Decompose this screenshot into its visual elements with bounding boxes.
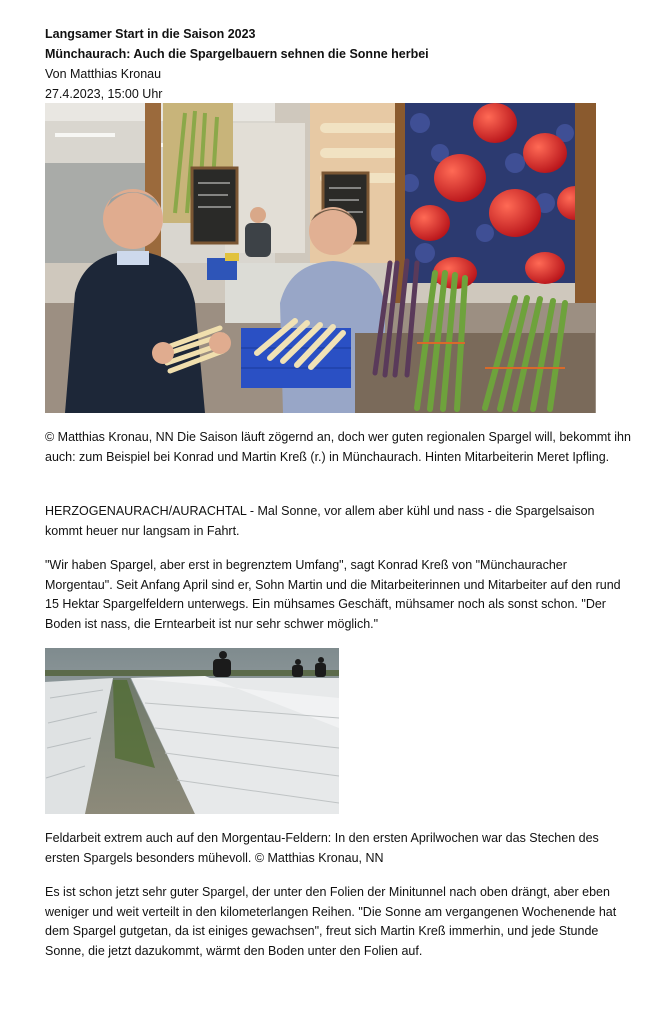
paragraph-2: "Wir haben Spargel, aber erst in begrenztem Umfang", sagt Konrad Kreß von "Münchauracher Morgentau". Seit Anfang April sind er, Sohn Martin und die Mitarbeiterinnen und Mitarbeiter auf den rund 15 Hektar Spargelfeldern unterwegs. Ein mühsames Geschäft, mühsamer noch als sonst schon. "Der Boden ist nass, die Erntearbeit ist nur sehr schwer möglich." (45, 558, 621, 631)
article-header (45, 24, 429, 104)
figure2-caption: Feldarbeit extrem auch auf den Morgentau-Feldern: In den ersten Aprilwochen war das Stechen des ersten Spargels besonders mühevoll. © Matthias Kronau, NN (45, 831, 599, 865)
flooded-field-photo (45, 648, 339, 814)
asparagus-shop-photo (45, 103, 596, 413)
article-byline: Von Matthias Kronau (45, 67, 162, 81)
article-kicker: Langsamer Start in die Saison 2023 (45, 27, 256, 41)
paragraph-3: Es ist schon jetzt sehr guter Spargel, der unter den Folien der Minitunnel nach oben drängt, aber eben weniger und weit verteilt in den kilometerlangen Reihen. "Die Sonne am vergangenen Wochenende hat dem Spargel gutgetan, da ist einiges gewachsen", freut sich Martin Kreß immerhin, und jede Stunde Sonne, die jetzt dazukommt, wärmt den Boden unter den Folien auf. (45, 885, 617, 958)
paragraph-1: HERZOGENAURACH/AURACHTAL - Mal Sonne, vor allem aber kühl und nass - die Spargelsaison kommt heuer nur langsam in Fahrt. (45, 504, 595, 538)
figure1-caption: © Matthias Kronau, NN Die Saison läuft zögernd an, doch wer guten regionalen Spargel will, bekommt ihn auch: zum Beispiel bei Konrad und Martin Kreß (r.) in Münchaurach. Hinten Mitarbeiterin Meret Ipfling. (45, 430, 631, 464)
article-date: 27.4.2023, 15:00 Uhr (45, 87, 163, 101)
article-title: Münchaurach: Auch die Spargelbauern sehnen die Sonne herbei (45, 47, 429, 61)
